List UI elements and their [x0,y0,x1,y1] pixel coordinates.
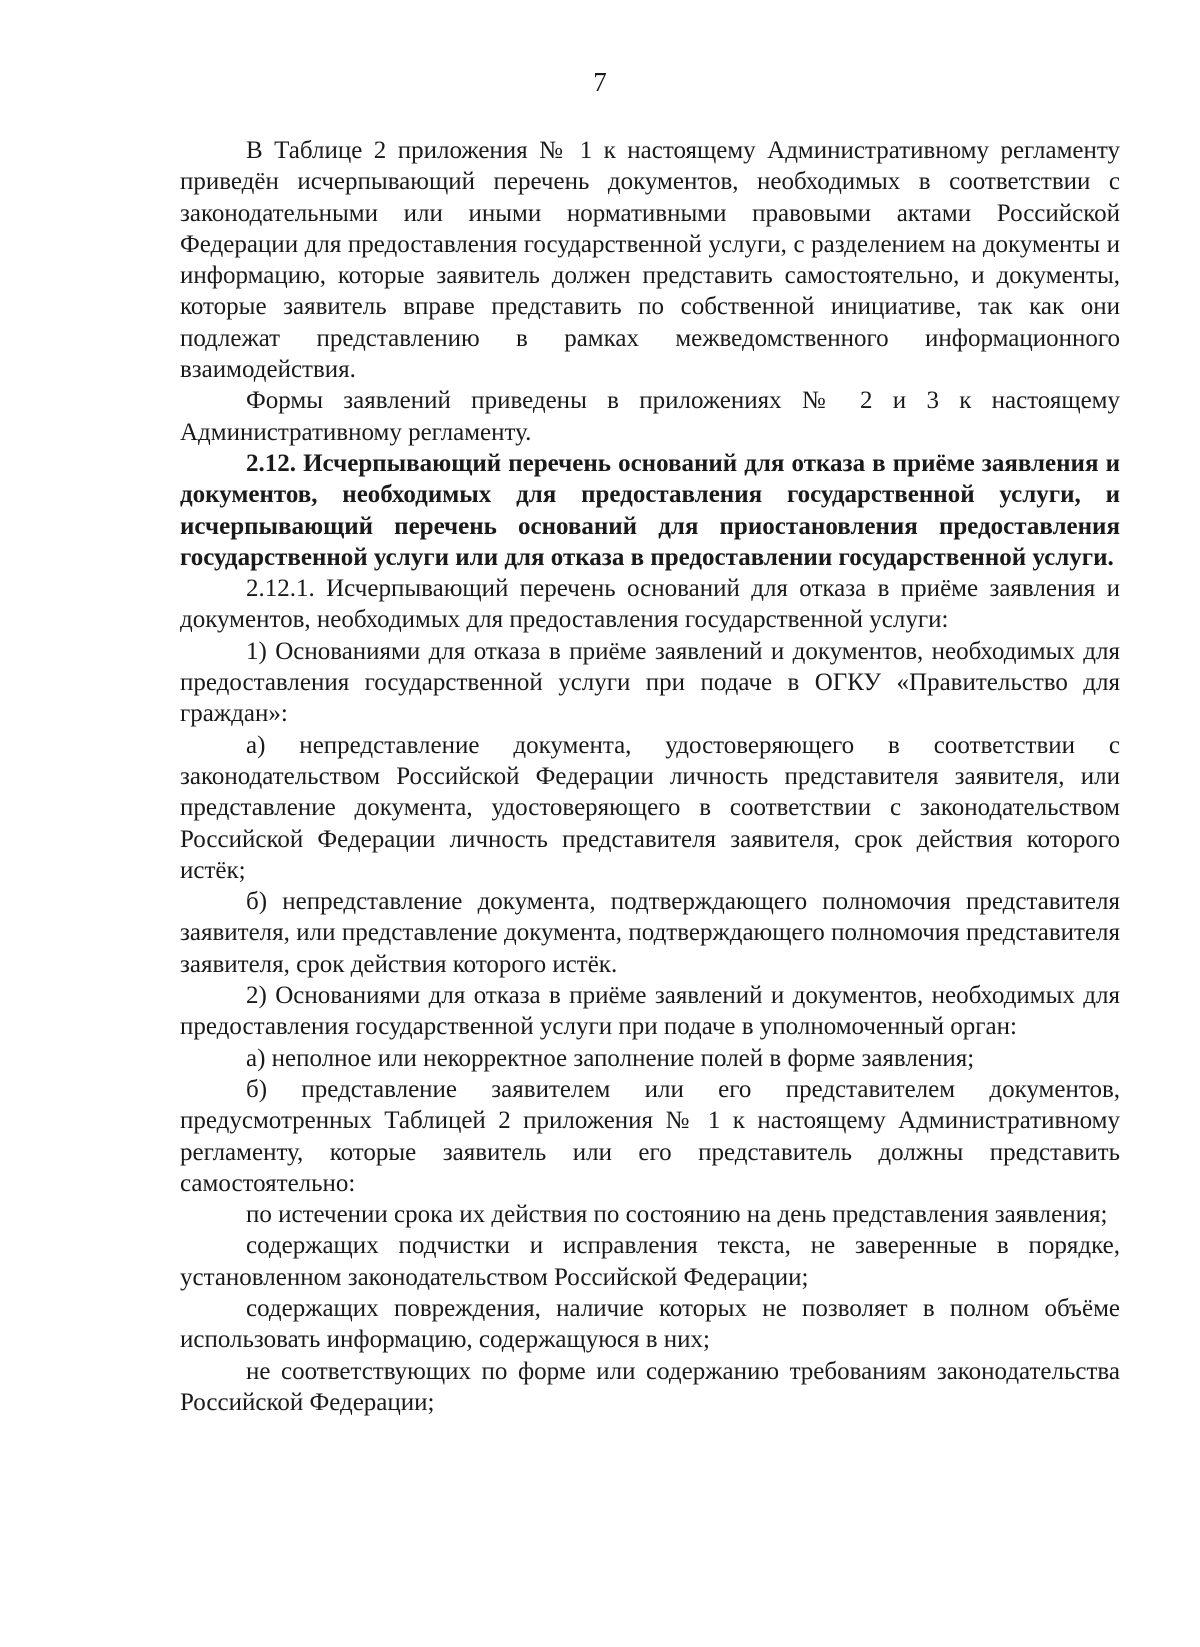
sub-item-corrections: содержащих подчистки и исправления текста, не заверенные в порядке, установленном законодательством Российской Федерации; [180,1232,1120,1291]
sub-item-nonconforming: не соответствующих по форме или содержанию требованиям законодательства Российской Федерации; [180,1357,1120,1416]
list-item-1b: б) непредставление документа, подтверждающего полномочия представителя заявителя, или представление документа, подтверждающего полномочия представителя заявителя, срок действия которого истёк. [180,888,1120,978]
section-heading-2-12: 2.12. Исчерпывающий перечень оснований для отказа в приёме заявления и документов, необходимых для предоставления государственной услуги, и исчерпывающий перечень оснований для приостановления предоставления государственной услуги или для отказа в предоставлении государственной услуги. [180,449,1120,571]
paragraph-2-12-1: 2.12.1. Исчерпывающий перечень оснований для отказа в приёме заявления и документов, необходимых для предоставления государственной услуги: [180,575,1120,634]
sub-item-damage: содержащих повреждения, наличие которых не позволяет в полном объёме использовать информацию, содержащуюся в них; [180,1294,1120,1354]
list-item-2b: б) представление заявителем или его представителем документов, предусмотренных Таблицей 2 приложения № 1 к настоящему Административному регламенту, которые заявитель или его представитель должны представить самостоятельно: [180,1075,1120,1197]
paragraph-table-reference: В Таблице 2 приложения № 1 к настоящему Административному регламенту приведён исчерпывающий перечень документов, необходимых в соответствии с законодательными или иными нормативными правовыми актами Российской Федерации для предоставления государственной услуги, с разделением на документы и информацию, которые заявитель должен представить самостоятельно, и документы, которые заявитель вправе представить по собственной инициативе, так как они подлежат представлению в рамках межведомственного информационного взаимодействия. [180,137,1120,384]
list-item-2: 2) Основаниями для отказа в приёме заявлений и документов, необходимых для предоставления государственной услуги при подаче в уполномоченный орган: [180,982,1120,1041]
list-item-1a: а) непредставление документа, удостоверяющего в соответствии с законодательством Российской Федерации личность представителя заявителя, или представление документа, удостоверяющего в соответствии с законодательством Российской Федерации личность представителя заявителя, срок действия которого истёк; [180,731,1120,884]
sub-item-expired: по истечении срока их действия по состоянию на день представления заявления; [246,1201,1108,1229]
list-item-1: 1) Основаниями для отказа в приёме заявлений и документов, необходимых для предоставления государственной услуги при подаче в ОГКУ «Правительство для граждан»: [180,637,1120,728]
document-body [180,135,1120,1418]
list-item-2a: а) неполное или некорректное заполнение полей в форме заявления; [246,1044,975,1072]
page-number: 7 [593,67,607,97]
paragraph-forms: Формы заявлений приведены в приложениях № 2 и 3 к настоящему Административному регламенту. [180,387,1120,446]
